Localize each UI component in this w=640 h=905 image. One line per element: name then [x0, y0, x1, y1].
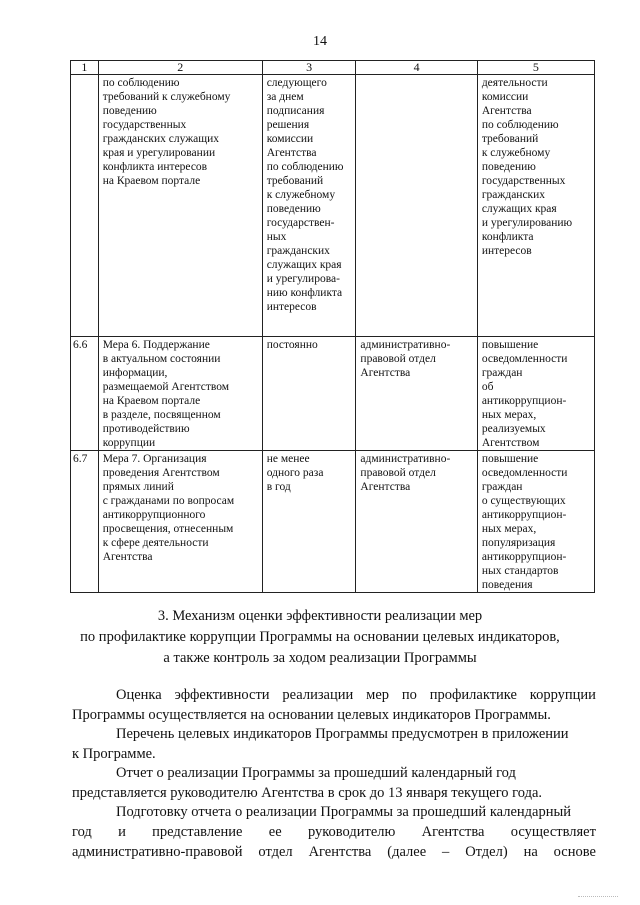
- cell-text-line: на Краевом портале: [102, 175, 201, 187]
- table-cell-col2: [98, 451, 262, 593]
- table-cell-col3: [262, 451, 356, 593]
- cell-text-line: об: [481, 381, 494, 393]
- cell-text-line: к служебному: [266, 189, 336, 201]
- cell-text-line: о существующих: [481, 495, 566, 507]
- table-cell-col3: [262, 337, 356, 451]
- row-number-cell: 6.7: [71, 451, 99, 593]
- cell-text-line: гражданских: [266, 245, 330, 257]
- cell-text-line: следующего: [266, 77, 327, 89]
- cell-text-line: граждан: [481, 367, 523, 379]
- cell-text-line: не менее: [266, 453, 310, 465]
- cell-text-line: антикоррупцион-: [481, 551, 567, 563]
- cell-text-line: одного раза: [266, 467, 324, 479]
- paragraph-line: Оценка эффективности реализации мер по профилактике коррупции: [116, 687, 596, 703]
- cell-text-line: поведению: [102, 105, 157, 117]
- cell-text-line: комиссии: [266, 133, 314, 145]
- cell-text-line: комиссии: [481, 91, 529, 103]
- cell-text-line: к служебному: [481, 147, 551, 159]
- cell-text-line: ных мерах,: [481, 409, 537, 421]
- table-cell-col4: [356, 75, 477, 337]
- cell-text-line: правовой отдел: [360, 353, 436, 365]
- cell-text-line: требований: [266, 175, 324, 187]
- cell-text-line: по соблюдению: [102, 77, 180, 89]
- cell-text-line: осведомленности: [481, 353, 568, 365]
- section-title-line: по профилактике коррупции Программы на основании целевых индикаторов,: [80, 629, 560, 645]
- cell-text-line: служащих края: [266, 259, 342, 271]
- cell-text-line: просвещения, отнесенным: [102, 523, 234, 535]
- header-cell: 5: [477, 61, 594, 75]
- cell-text-line: государствен-: [266, 217, 335, 229]
- cell-text-line: за днем: [266, 91, 304, 103]
- cell-text-line: Мера 6. Поддержание: [102, 339, 210, 351]
- header-cell: 3: [262, 61, 356, 75]
- paragraph-1: [72, 685, 596, 725]
- cell-text-line: в год: [266, 481, 291, 493]
- cell-text-line: коррупции: [102, 437, 156, 449]
- measures-table: [70, 60, 595, 593]
- cell-text-line: поведению: [481, 161, 536, 173]
- cell-text-line: края и урегулировании: [102, 147, 216, 159]
- cell-text-line: постоянно: [266, 339, 318, 351]
- section-title-line: а также контроль за ходом реализации Программы: [163, 650, 477, 666]
- cell-text-line: ных мерах,: [481, 523, 537, 535]
- cell-text-line: интересов: [266, 301, 317, 313]
- cell-text-line: осведомленности: [481, 467, 568, 479]
- cell-text-line: граждан: [481, 481, 523, 493]
- paragraph-line: год и представление ее руководителю Агентства осуществляет: [72, 824, 596, 840]
- cell-text-line: интересов: [481, 245, 532, 257]
- table-cell-col5: [477, 75, 594, 337]
- scan-artifact: [578, 896, 618, 897]
- cell-text-line: государственных: [481, 175, 566, 187]
- cell-text-line: и урегулированию: [481, 217, 573, 229]
- cell-text-line: деятельности: [481, 77, 548, 89]
- cell-text-line: Агентством: [481, 437, 540, 449]
- cell-text-line: гражданских: [481, 189, 546, 201]
- cell-text-line: ных: [266, 231, 287, 243]
- paragraph-4: [72, 802, 596, 862]
- paragraph-line: Перечень целевых индикаторов Программы предусмотрен в приложении: [116, 726, 569, 742]
- cell-text-line: решения: [266, 119, 310, 131]
- cell-text-line: Агентства: [360, 481, 411, 493]
- table-cell-col4: [356, 337, 477, 451]
- cell-text-line: Агентства: [481, 105, 532, 117]
- section-title: [0, 606, 640, 669]
- table-cell-col2: [98, 337, 262, 451]
- header-cell: 2: [98, 61, 262, 75]
- cell-text-line: к сфере деятельности: [102, 537, 209, 549]
- header-cell: 4: [356, 61, 477, 75]
- cell-text-line: требований к служебному: [102, 91, 231, 103]
- table-cell-col4: [356, 451, 477, 593]
- cell-text-line: прямых линий: [102, 481, 174, 493]
- cell-text-line: в актуальном состоянии: [102, 353, 221, 365]
- cell-text-line: на Краевом портале: [102, 395, 201, 407]
- paragraph-line: Программы осуществляется на основании целевых индикаторов Программы.: [72, 707, 551, 723]
- table-row: [71, 451, 595, 593]
- cell-text-line: подписания: [266, 105, 325, 117]
- cell-text-line: ных стандартов: [481, 565, 559, 577]
- cell-text-line: Агентства: [102, 551, 153, 563]
- paragraph-line: представляется руководителю Агентства в срок до 13 января текущего года.: [72, 785, 543, 801]
- cell-text-line: требований: [481, 133, 539, 145]
- cell-text-line: и урегулирова-: [266, 273, 340, 285]
- row-number-cell: 6.6: [71, 337, 99, 451]
- cell-text-line: антикоррупцион-: [481, 395, 567, 407]
- cell-text-line: конфликта интересов: [102, 161, 208, 173]
- cell-text-line: административно-: [360, 453, 451, 465]
- paragraph-line: к Программе.: [72, 746, 156, 762]
- cell-text-line: поведению: [266, 203, 321, 215]
- cell-text-line: по соблюдению: [266, 161, 344, 173]
- cell-text-line: служащих края: [481, 203, 557, 215]
- cell-text-line: Агентства: [360, 367, 411, 379]
- row-number-cell: [71, 75, 99, 337]
- table-header-row: [71, 61, 595, 75]
- cell-text-line: нию конфликта: [266, 287, 343, 299]
- cell-text-line: информации,: [102, 367, 168, 379]
- cell-text-line: конфликта: [481, 231, 534, 243]
- cell-text-line: правовой отдел: [360, 467, 436, 479]
- section-title-line: 3. Механизм оценки эффективности реализации мер: [157, 608, 483, 624]
- cell-text-line: популяризация: [481, 537, 556, 549]
- cell-text-line: в разделе, посвященном: [102, 409, 221, 421]
- table-cell-col2: [98, 75, 262, 337]
- cell-text-line: с гражданами по вопросам: [102, 495, 235, 507]
- cell-text-line: гражданских служащих: [102, 133, 220, 145]
- cell-text-line: административно-: [360, 339, 451, 351]
- table-cell-col5: [477, 337, 594, 451]
- paragraph-line: административно-правовой отдел Агентства (далее – Отдел) на основе: [72, 844, 596, 860]
- paragraph-line: Подготовку отчета о реализации Программы за прошедший календарный: [116, 804, 571, 820]
- cell-text-line: Агентства: [266, 147, 317, 159]
- paragraph-line: Отчет о реализации Программы за прошедший календарный год: [116, 765, 516, 781]
- cell-text-line: по соблюдению: [481, 119, 559, 131]
- cell-text-line: антикоррупционного: [102, 509, 206, 521]
- table-cell-col5: [477, 451, 594, 593]
- cell-text-line: государственных: [102, 119, 187, 131]
- table-row: [71, 337, 595, 451]
- paragraph-2: [72, 724, 596, 764]
- paragraph-3: [72, 763, 596, 803]
- cell-text-line: антикоррупцион-: [481, 509, 567, 521]
- page-number: 14: [313, 34, 327, 49]
- cell-text-line: повышение: [481, 453, 539, 465]
- cell-text-line: повышение: [481, 339, 539, 351]
- table-cell-col3: [262, 75, 356, 337]
- cell-text-line: проведения Агентством: [102, 467, 220, 479]
- table-row: [71, 75, 595, 337]
- cell-text-line: противодействию: [102, 423, 190, 435]
- header-cell: 1: [71, 61, 99, 75]
- cell-text-line: размещаемой Агентством: [102, 381, 230, 393]
- cell-text-line: реализуемых: [481, 423, 546, 435]
- cell-text-line: поведения: [481, 579, 533, 591]
- cell-text-line: Мера 7. Организация: [102, 453, 207, 465]
